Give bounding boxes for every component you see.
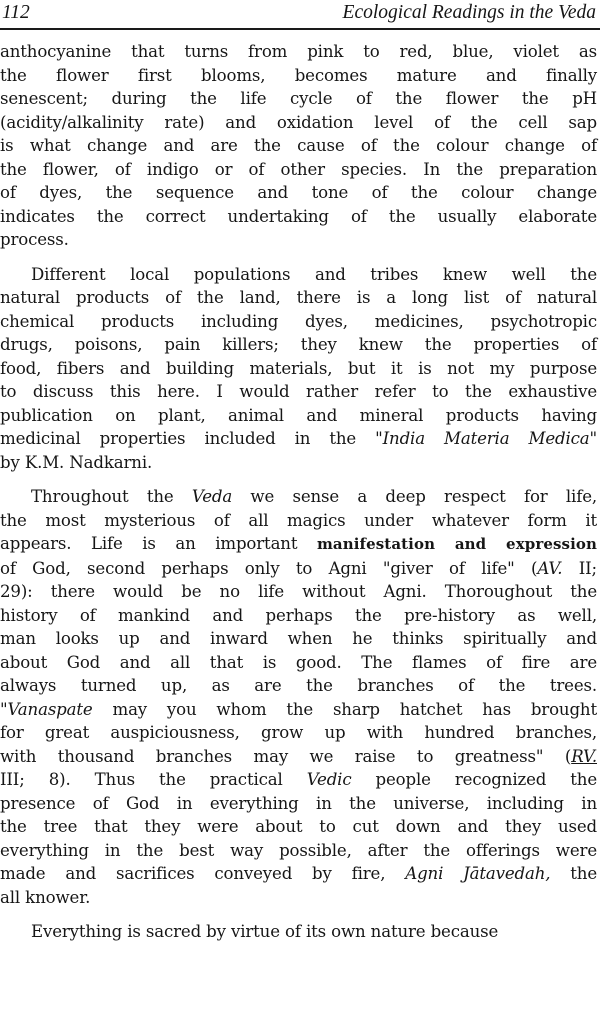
text-line: to discuss this here. I would rather refer to the exhaustive <box>0 382 597 401</box>
text-line: everything in the best way possible, after the offerings were <box>0 840 597 860</box>
running-header <box>2 0 596 26</box>
text-line: the most mysterious of all magics under whatever form it <box>0 510 597 530</box>
text-line <box>0 532 597 557</box>
text-run: medicinal properties included in the " <box>0 429 383 448</box>
text-line: 29): there would be no life without Agni. Thoroughout the <box>0 582 597 601</box>
text-run: we sense a deep respect for life, <box>232 487 598 506</box>
text-line: chemical products including dyes, medicines, psychotropic <box>0 311 597 331</box>
text-line: (acidity/alkalinity rate) and oxidation level of the cell sap <box>0 112 597 132</box>
text-line: drugs, poisons, pain killers; they knew the properties of <box>0 335 597 354</box>
text-line: the tree that they were about to cut down and they used <box>0 817 597 836</box>
text-line: by K.M. Nadkarni. <box>0 452 153 472</box>
text-line: of dyes, the sequence and tone of the colour change <box>0 183 597 202</box>
text-line <box>0 745 597 769</box>
text-line: about God and all that is good. The flames of fire are <box>0 652 597 672</box>
text-line <box>0 427 597 451</box>
text-run: may you whom the sharp hatchet has brought <box>92 699 597 719</box>
italic-term: Vanaspate <box>7 699 93 719</box>
text-line <box>0 485 597 509</box>
paragraph-3 <box>0 485 597 909</box>
text-line <box>0 862 597 886</box>
text-run: II; <box>562 558 597 578</box>
text-run: Throughout the <box>31 487 192 506</box>
italic-term: Veda <box>191 487 233 506</box>
page-number: 112 <box>2 2 30 23</box>
italic-term: Agni Jātavedah, <box>405 864 551 883</box>
text-line <box>0 768 597 792</box>
text-line: man looks up and inward when he thinks spiritually and <box>0 629 597 648</box>
text-line: natural products of the land, there is a long list of natural <box>0 288 597 307</box>
italic-citation: AV. <box>537 558 563 578</box>
text-line: presence of God in everything in the universe, including in <box>0 793 597 813</box>
text-line: food, fibers and building materials, but it is not my purpose <box>0 358 597 378</box>
italic-term: Vedic <box>306 770 352 789</box>
text-line <box>0 557 597 581</box>
text-line: Different local populations and tribes knew well the <box>31 264 597 284</box>
text-line: the flower, of indigo or of other species. In the preparation <box>0 159 597 179</box>
text-run: of God, second perhaps only to Agni "giver of life" ( <box>0 558 538 578</box>
paragraph-2 <box>0 263 597 475</box>
text-line: indicates the correct undertaking of the usually elaborate <box>0 206 597 226</box>
bold-phrase: manifestation and expression <box>316 535 597 553</box>
text-run: III; 8). Thus the practical <box>0 770 307 789</box>
paragraph-1 <box>0 40 597 252</box>
header-rule <box>0 28 600 30</box>
text-line: the flower first blooms, becomes mature and finally <box>0 65 597 85</box>
text-run: made and sacrifices conveyed by fire, <box>0 864 406 883</box>
text-line: all knower. <box>0 887 91 907</box>
text-line <box>0 698 597 722</box>
text-line: anthocyanine that turns from pink to red, blue, violet as <box>0 42 597 61</box>
text-line: always turned up, as are the branches of the trees. <box>0 676 597 695</box>
paragraph-4 <box>0 920 597 944</box>
text-line: process. <box>0 230 69 249</box>
page-body <box>0 40 597 955</box>
text-line: publication on plant, animal and mineral products having <box>0 405 597 425</box>
italic-citation: RV. <box>571 746 597 766</box>
text-line: Everything is sacred by virtue of its own nature because <box>31 922 499 941</box>
text-run: " <box>589 429 597 448</box>
text-run: the <box>550 864 598 883</box>
text-run: people recognized the <box>351 770 597 789</box>
text-line: history of mankind and perhaps the pre-history as well, <box>0 605 597 625</box>
text-run: " <box>0 699 8 719</box>
text-run: appears. Life is an important <box>0 534 317 553</box>
book-title: Ecological Readings in the Veda <box>342 2 596 23</box>
text-line: is what change and are the cause of the colour change of <box>0 136 597 155</box>
text-line: senescent; during the life cycle of the flower the pH <box>0 89 597 108</box>
text-line: for great auspiciousness, grow up with hundred branches, <box>0 723 597 742</box>
italic-title: India Materia Medica <box>382 429 590 448</box>
text-run: with thousand branches may we raise to greatness" ( <box>0 746 572 766</box>
